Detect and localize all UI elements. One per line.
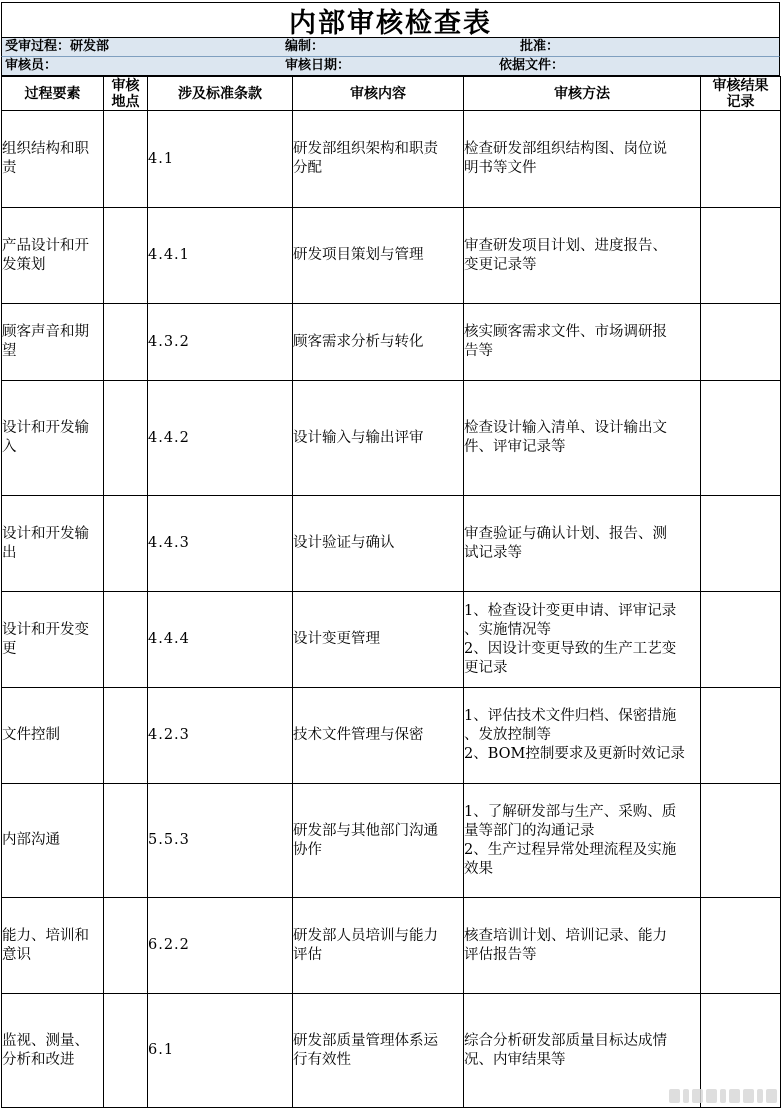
table-row — [2, 898, 781, 994]
method-cell-line: 效果 — [464, 860, 493, 877]
method-cell — [464, 381, 701, 496]
element-cell — [2, 994, 104, 1108]
method-cell-line: 况、内审结果等 — [464, 1051, 566, 1068]
clause-cell: 4.4.4 — [148, 592, 293, 688]
method-cell-line: 2、BOM控制要求及更新时效记录 — [464, 746, 685, 762]
table-row — [2, 304, 781, 381]
page-title: 内部审核检查表 — [1, 2, 780, 38]
method-cell-line: 审查研发项目计划、进度报告、 — [464, 237, 667, 254]
result-cell — [701, 496, 781, 592]
content-cell — [293, 688, 464, 784]
element-cell-line: 更 — [2, 640, 17, 657]
element-cell-line: 望 — [2, 343, 17, 359]
location-cell — [104, 898, 148, 994]
content-cell-line: 设计变更管理 — [293, 631, 380, 647]
element-cell — [2, 208, 104, 304]
result-cell — [701, 898, 781, 994]
method-cell-line: 2、因设计变更导致的生产工艺变 — [464, 640, 677, 657]
result-cell — [701, 381, 781, 496]
content-cell — [293, 304, 464, 381]
method-cell — [464, 304, 701, 381]
method-cell-line: 件、评审记录等 — [464, 439, 566, 455]
clause-cell: 4.4.3 — [148, 496, 293, 592]
method-cell — [464, 592, 701, 688]
method-cell — [464, 111, 701, 208]
location-cell — [104, 592, 148, 688]
auditor-label: 审核员： — [5, 58, 58, 73]
result-cell — [701, 111, 781, 208]
content-cell-line: 设计验证与确认 — [293, 535, 395, 551]
element-cell — [2, 898, 104, 994]
table-row — [2, 208, 781, 304]
column-header-element: 过程要素 — [2, 77, 104, 111]
element-cell-line: 文件控制 — [2, 727, 60, 743]
clause-cell: 4.1 — [148, 111, 293, 208]
watermark-logo — [669, 1087, 777, 1105]
content-cell-line: 研发部人员培训与能力 — [293, 927, 438, 944]
content-cell-line: 技术文件管理与保密 — [293, 727, 424, 743]
table-row — [2, 111, 781, 208]
method-cell-line: 、实施情况等 — [464, 621, 551, 638]
content-cell-line: 设计输入与输出评审 — [293, 429, 424, 446]
location-cell — [104, 496, 148, 592]
method-cell — [464, 688, 701, 784]
method-cell-line: 检查设计输入清单、设计输出文 — [464, 420, 667, 436]
content-cell-line: 研发项目策划与管理 — [293, 247, 424, 263]
element-cell-line: 能力、培训和 — [2, 927, 89, 944]
column-header-clause: 涉及标准条款 — [148, 77, 293, 111]
element-cell-line: 意识 — [2, 946, 31, 963]
result-cell — [701, 784, 781, 898]
element-cell-line: 内部沟通 — [2, 832, 60, 848]
table-row — [2, 784, 781, 898]
element-cell-line: 顾客声音和期 — [2, 324, 89, 340]
method-cell-line: 、发放控制等 — [464, 727, 551, 743]
method-cell — [464, 898, 701, 994]
method-cell — [464, 496, 701, 592]
method-cell-line: 量等部门的沟通记录 — [464, 822, 595, 839]
clause-cell: 6.2.2 — [148, 898, 293, 994]
element-cell — [2, 111, 104, 208]
column-header-method: 审核方法 — [464, 77, 701, 111]
clause-cell: 6.1 — [148, 994, 293, 1108]
header-row — [2, 77, 781, 111]
method-cell — [464, 784, 701, 898]
method-cell-line: 试记录等 — [464, 544, 522, 561]
method-cell-line: 1、评估技术文件归档、保密措施 — [464, 708, 677, 724]
method-cell-line: 核实顾客需求文件、市场调研报 — [464, 324, 667, 340]
method-cell-line: 核查培训计划、培训记录、能力 — [464, 927, 667, 944]
method-cell-line: 1、了解研发部与生产、采购、质 — [464, 803, 677, 820]
meta-row-process — [1, 38, 780, 57]
method-cell-line: 评估报告等 — [464, 946, 537, 963]
element-cell — [2, 304, 104, 381]
element-cell-line: 分析和改进 — [2, 1051, 75, 1068]
content-cell — [293, 898, 464, 994]
method-cell-line: 审查验证与确认计划、报告、测 — [464, 525, 667, 542]
element-cell-line: 产品设计和开 — [2, 237, 89, 254]
content-cell — [293, 994, 464, 1108]
column-header-result: 审核结果 记录 — [701, 77, 781, 111]
method-cell — [464, 208, 701, 304]
content-cell-line: 分配 — [293, 160, 322, 176]
result-cell — [701, 208, 781, 304]
table-row — [2, 688, 781, 784]
basis-document-label: 依据文件： — [499, 58, 565, 73]
audit-table — [1, 76, 781, 1108]
method-cell-line: 综合分析研发部质量目标达成情 — [464, 1032, 667, 1049]
method-cell-line: 变更记录等 — [464, 256, 537, 273]
result-cell — [701, 304, 781, 381]
content-cell — [293, 208, 464, 304]
result-cell — [701, 688, 781, 784]
result-cell — [701, 592, 781, 688]
content-cell-line: 协作 — [293, 841, 322, 858]
column-header-content: 审核内容 — [293, 77, 464, 111]
element-cell-line: 入 — [2, 439, 17, 455]
element-cell-line: 设计和开发输 — [2, 420, 89, 436]
content-cell-line: 研发部组织架构和职责 — [293, 141, 438, 157]
element-cell — [2, 784, 104, 898]
column-header-location: 审核 地点 — [104, 77, 148, 111]
meta-row-auditor — [1, 57, 780, 76]
location-cell — [104, 111, 148, 208]
table-row — [2, 994, 781, 1108]
table-row — [2, 592, 781, 688]
content-cell-line: 行有效性 — [293, 1051, 351, 1068]
content-cell — [293, 111, 464, 208]
content-cell-line: 顾客需求分析与转化 — [293, 333, 424, 350]
process-label: 受审过程：研发部 — [5, 39, 110, 54]
clause-cell: 5.5.3 — [148, 784, 293, 898]
location-cell — [104, 304, 148, 381]
method-cell-line: 告等 — [464, 343, 493, 359]
clause-cell: 4.2.3 — [148, 688, 293, 784]
method-cell-line: 明书等文件 — [464, 160, 537, 176]
location-cell — [104, 994, 148, 1108]
content-cell — [293, 784, 464, 898]
clause-cell: 4.4.2 — [148, 381, 293, 496]
method-cell — [464, 994, 701, 1108]
element-cell-line: 发策划 — [2, 256, 46, 273]
element-cell — [2, 381, 104, 496]
audit-date-label: 审核日期： — [285, 58, 351, 73]
content-cell-line: 研发部质量管理体系运 — [293, 1032, 438, 1049]
location-cell — [104, 784, 148, 898]
location-cell — [104, 688, 148, 784]
content-cell — [293, 592, 464, 688]
method-cell-line: 2、生产过程异常处理流程及实施 — [464, 841, 677, 858]
element-cell-line: 设计和开发输 — [2, 525, 89, 542]
content-cell — [293, 496, 464, 592]
clause-cell: 4.4.1 — [148, 208, 293, 304]
content-cell-line: 研发部与其他部门沟通 — [293, 822, 438, 839]
location-cell — [104, 381, 148, 496]
table-row — [2, 381, 781, 496]
approver-label: 批准： — [520, 39, 560, 54]
compiler-label: 编制： — [285, 39, 325, 54]
element-cell-line: 监视、测量、 — [2, 1032, 89, 1049]
element-cell — [2, 688, 104, 784]
clause-cell: 4.3.2 — [148, 304, 293, 381]
method-cell-line: 更记录 — [464, 659, 508, 676]
location-cell — [104, 208, 148, 304]
element-cell-line: 出 — [2, 544, 17, 561]
element-cell-line: 组织结构和职 — [2, 141, 89, 157]
method-cell-line: 检查研发部组织结构图、岗位说 — [464, 141, 667, 157]
content-cell-line: 评估 — [293, 946, 322, 963]
method-cell-line: 1、检查设计变更申请、评审记录 — [464, 602, 677, 619]
table-row — [2, 496, 781, 592]
content-cell — [293, 381, 464, 496]
element-cell — [2, 496, 104, 592]
element-cell-line: 责 — [2, 160, 17, 176]
element-cell-line: 设计和开发变 — [2, 621, 89, 638]
element-cell — [2, 592, 104, 688]
